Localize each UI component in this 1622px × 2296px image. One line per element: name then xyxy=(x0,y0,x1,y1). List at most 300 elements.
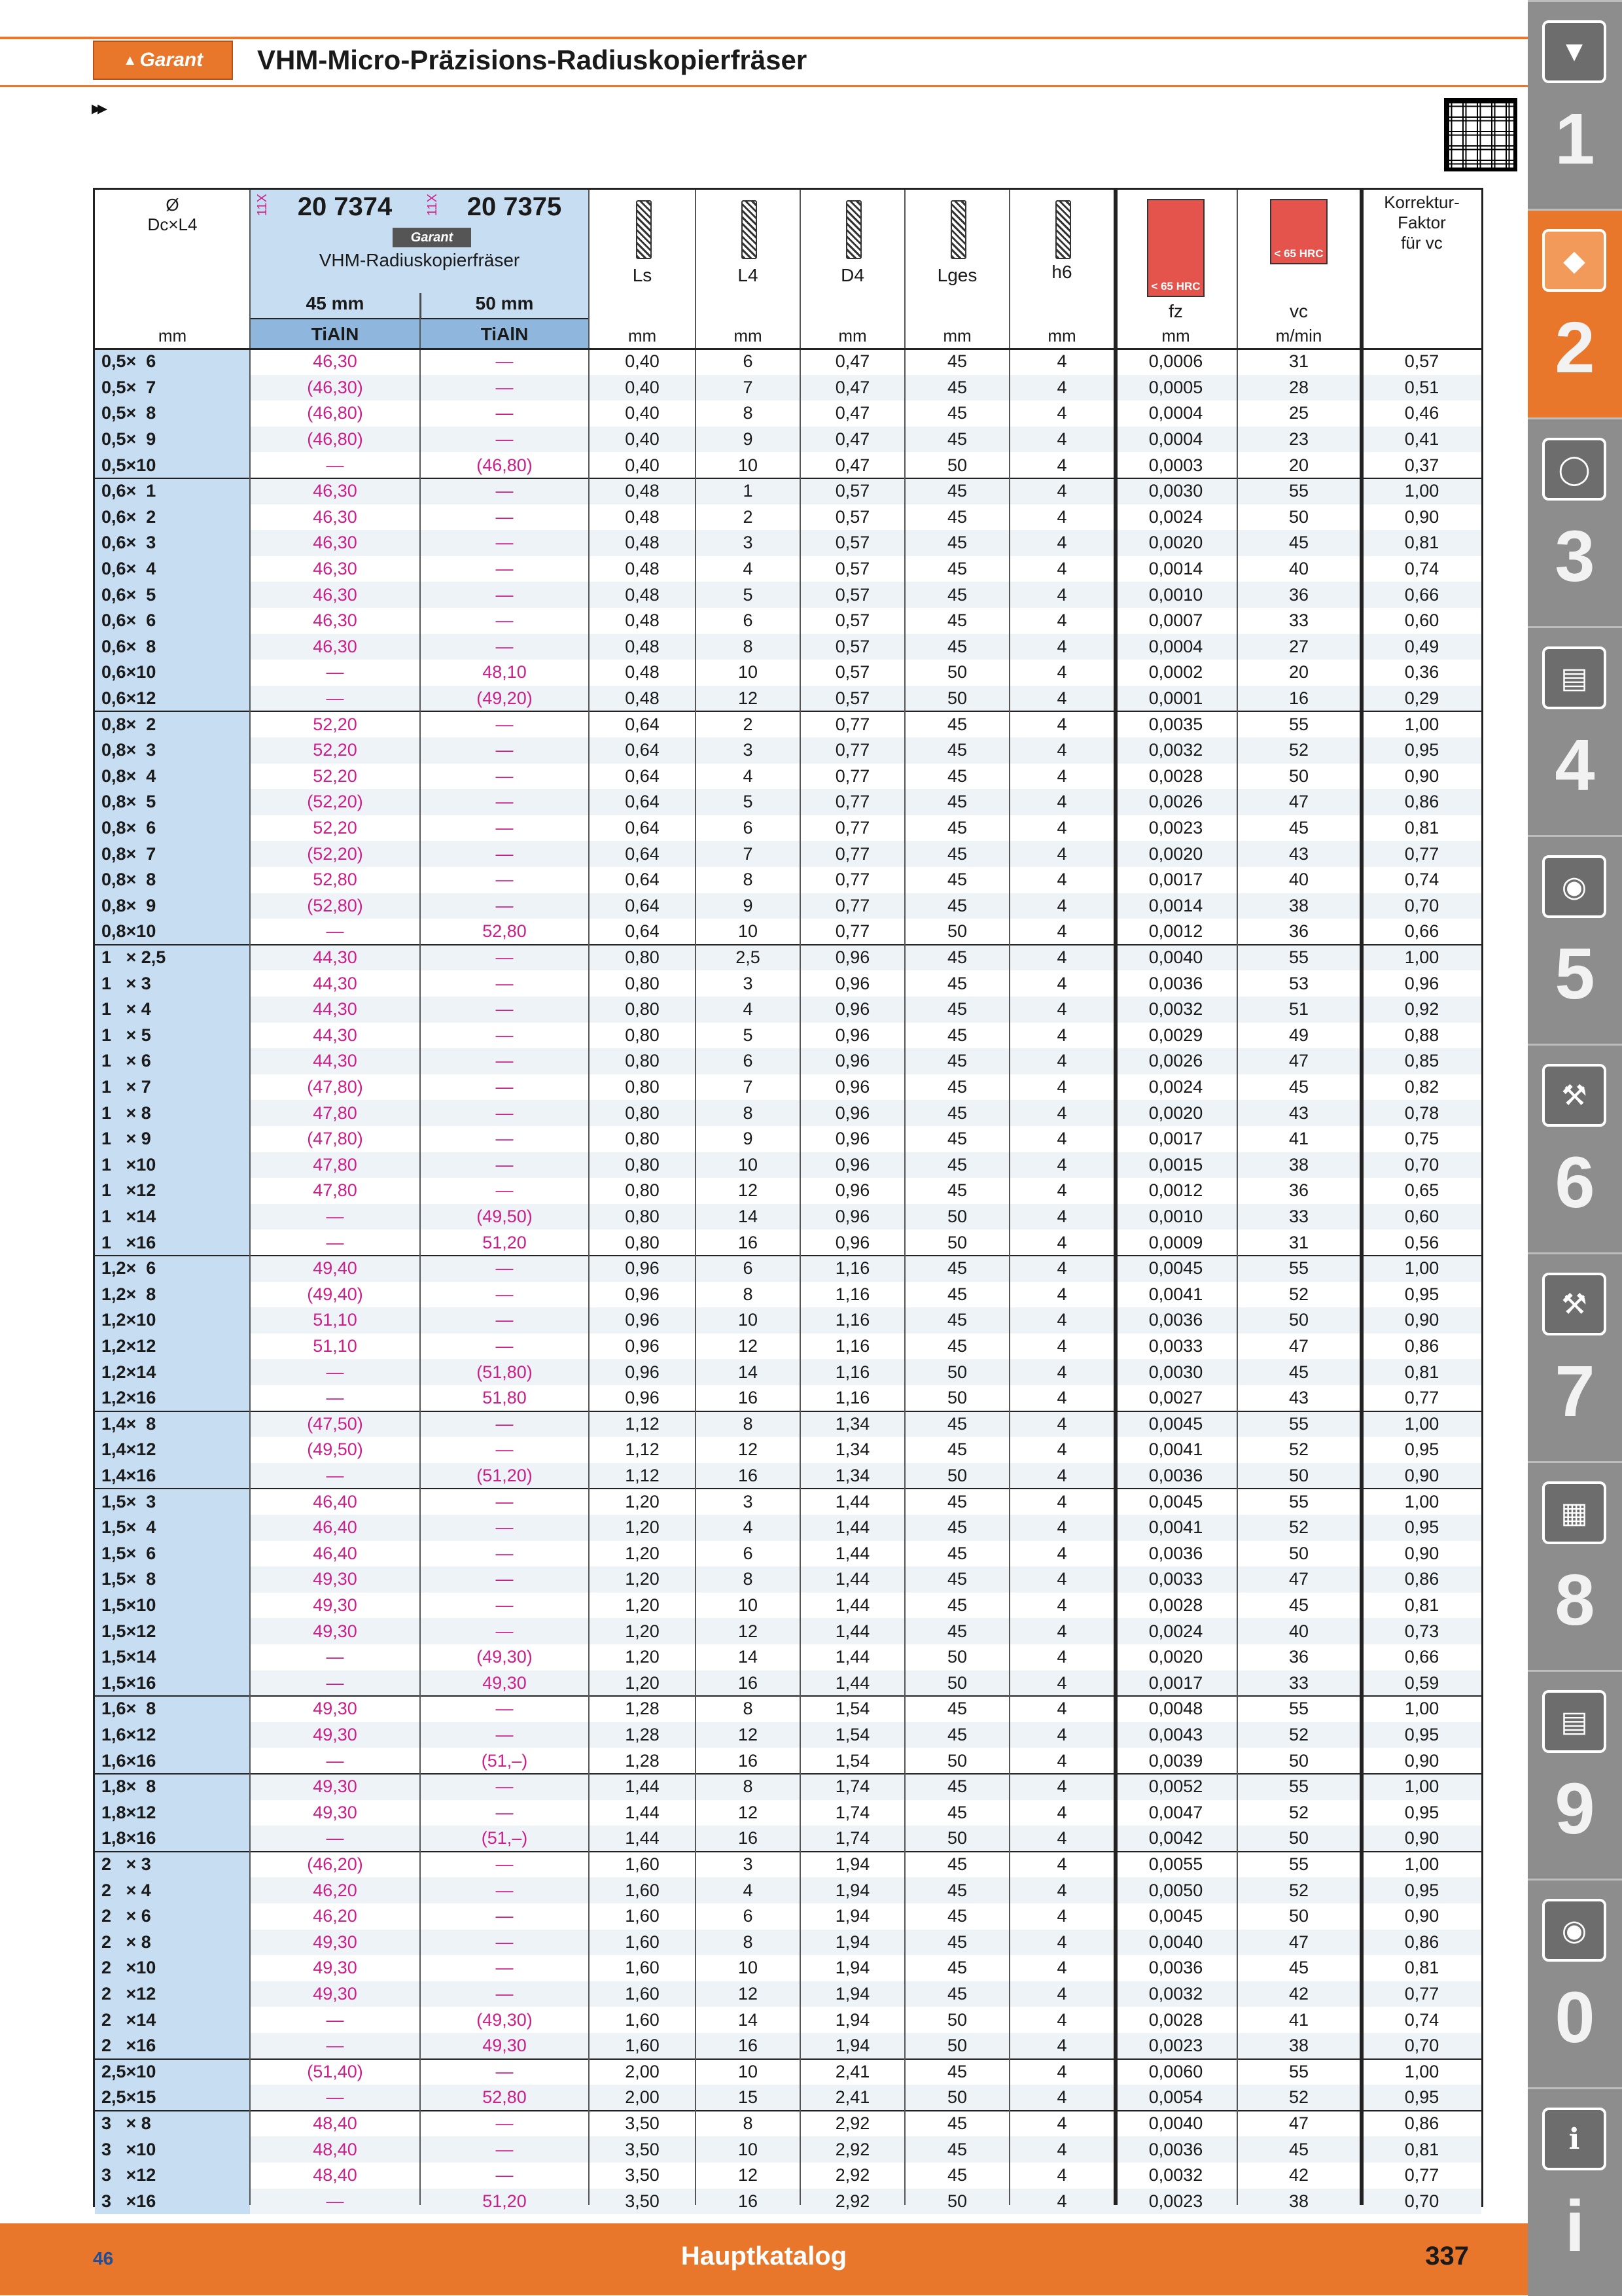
chapter-icon: ◉ xyxy=(1542,1899,1606,1962)
table-cell: 4 xyxy=(1057,1077,1067,1097)
table-cell: 12 xyxy=(737,1621,758,1641)
neck-length-icon xyxy=(741,200,757,259)
table-cell: 0,0050 xyxy=(1148,1880,1203,1900)
pack-size-2: 11X xyxy=(425,194,440,217)
table-cell: 0,96 xyxy=(625,1310,660,1330)
table-cell: 4 xyxy=(1057,429,1067,450)
table-cell: 1,34 xyxy=(835,1439,870,1460)
table-cell: 8 xyxy=(743,1932,753,1952)
table-cell: 2 × 8 xyxy=(95,1930,250,1956)
table-cell: 50 xyxy=(947,2009,968,2030)
table-cell: 0,40 xyxy=(625,455,660,475)
table-cell: 28 xyxy=(1288,377,1309,397)
table-cell: 10 xyxy=(737,662,758,682)
chapter-tab-5[interactable] xyxy=(1528,835,1622,1044)
table-cell: 52 xyxy=(1288,1880,1309,1900)
table-cell: 45 xyxy=(947,973,968,993)
table-cell: 45 xyxy=(947,1621,968,1641)
table-cell: 0,0030 xyxy=(1148,481,1203,501)
table-cell: 0,48 xyxy=(625,688,660,709)
chapter-icon: ▼ xyxy=(1542,20,1606,83)
table-cell: 12 xyxy=(737,1802,758,1822)
nav-arrows-icon[interactable]: ▸▸ xyxy=(92,97,104,119)
table-cell: 0,0026 xyxy=(1148,792,1203,812)
table-cell: 4 xyxy=(1057,1750,1067,1771)
table-cell: 51,80 xyxy=(482,1388,527,1408)
table-cell: 1,20 xyxy=(625,1647,660,1667)
table-cell: 47,80 xyxy=(313,1103,357,1123)
table-cell: 7 xyxy=(743,1077,753,1097)
table-cell: 0,51 xyxy=(1404,377,1439,397)
table-cell: 0,48 xyxy=(625,559,660,579)
table-cell: 45 xyxy=(947,1725,968,1745)
chapter-number: 0 xyxy=(1555,1977,1595,2058)
table-cell: 1,44 xyxy=(835,1543,870,1563)
table-cell: 0,57 xyxy=(835,506,870,527)
table-cell: 45 xyxy=(947,1491,968,1511)
table-cell: 1,5× 8 xyxy=(95,1566,250,1593)
table-cell: 31 xyxy=(1288,1232,1309,1252)
chapter-tab-1[interactable] xyxy=(1528,0,1622,209)
chapter-tab-i[interactable] xyxy=(1528,2087,1622,2296)
table-cell: 0,0045 xyxy=(1148,1906,1203,1926)
table-cell: 47,80 xyxy=(313,1180,357,1201)
table-cell: 45 xyxy=(947,740,968,760)
table-cell: 1,00 xyxy=(1404,947,1439,968)
table-cell: 1,12 xyxy=(625,1466,660,1486)
table-cell: 45 xyxy=(947,895,968,915)
table-row xyxy=(95,1593,1481,1619)
table-cell: 0,48 xyxy=(625,636,660,656)
table-cell: 0,47 xyxy=(835,429,870,450)
table-cell: 55 xyxy=(1288,1413,1309,1434)
table-cell: 0,0030 xyxy=(1148,1362,1203,1382)
table-cell: 0,8× 3 xyxy=(95,737,250,764)
table-cell: 1,20 xyxy=(625,1595,660,1616)
table-cell: 0,0017 xyxy=(1148,1672,1203,1693)
table-cell: 3,50 xyxy=(625,2191,660,2211)
table-cell: 0,95 xyxy=(1404,1284,1439,1304)
table-cell: 5 xyxy=(743,792,753,812)
table-cell: 1,94 xyxy=(835,2009,870,2030)
table-cell: 0,96 xyxy=(835,999,870,1019)
table-cell: 0,64 xyxy=(625,843,660,864)
table-cell: 1,16 xyxy=(835,1310,870,1330)
table-cell: 1 ×12 xyxy=(95,1178,250,1204)
table-cell: — xyxy=(495,1543,514,1563)
table-row xyxy=(95,1877,1481,1903)
table-cell: 0,0015 xyxy=(1148,1154,1203,1174)
table-cell: 8 xyxy=(743,1413,753,1434)
table-row xyxy=(95,1852,1481,1878)
footer-page-left: 46 xyxy=(93,2248,114,2269)
table-cell: 45 xyxy=(947,2165,968,2185)
table-cell: — xyxy=(326,921,344,942)
table-cell: 1,54 xyxy=(835,1699,870,1719)
table-cell: 0,0036 xyxy=(1148,973,1203,993)
table-cell: 50 xyxy=(1288,1543,1309,1563)
table-cell: 0,0029 xyxy=(1148,1025,1203,1045)
table-cell: 46,30 xyxy=(313,533,357,553)
table-cell: 45 xyxy=(1288,1595,1309,1616)
table-cell: 3 ×16 xyxy=(95,2189,250,2215)
table-cell: 2,41 xyxy=(835,2087,870,2108)
table-cell: 3 xyxy=(743,973,753,993)
table-cell: 0,64 xyxy=(625,740,660,760)
table-cell: 45 xyxy=(1288,818,1309,838)
table-cell: 3,50 xyxy=(625,2139,660,2159)
table-cell: 1 × 8 xyxy=(95,1100,250,1126)
table-row xyxy=(95,893,1481,919)
table-cell: — xyxy=(495,740,514,760)
table-cell: 0,64 xyxy=(625,818,660,838)
table-cell: 2,92 xyxy=(835,2191,870,2211)
table-cell: 4 xyxy=(1057,1517,1067,1538)
table-cell: 4 xyxy=(1057,2036,1067,2056)
table-cell: 1 ×16 xyxy=(95,1229,250,1256)
table-cell: 8 xyxy=(743,1103,753,1123)
subheader-rule xyxy=(0,85,1528,87)
table-cell: 40 xyxy=(1288,870,1309,890)
table-row xyxy=(95,1359,1481,1385)
table-cell: 46,40 xyxy=(313,1517,357,1538)
table-cell: 38 xyxy=(1288,895,1309,915)
table-cell: 1,60 xyxy=(625,1906,660,1926)
table-cell: (47,50) xyxy=(307,1413,363,1434)
table-row xyxy=(95,634,1481,660)
dc-label: Ø Dc×L4 xyxy=(147,195,198,234)
table-cell: — xyxy=(495,714,514,734)
table-cell: 3 ×12 xyxy=(95,2163,250,2189)
table-cell: 4 xyxy=(1057,1388,1067,1408)
table-cell: 0,96 xyxy=(835,1232,870,1252)
table-cell: 0,64 xyxy=(625,921,660,942)
table-cell: 4 xyxy=(1057,1776,1067,1797)
table-cell: 40 xyxy=(1288,559,1309,579)
chapter-tab-3[interactable] xyxy=(1528,417,1622,626)
table-cell: 0,60 xyxy=(1404,1207,1439,1227)
page-title: VHM-Micro-Präzisions-Radiuskopierfräser xyxy=(257,44,807,75)
table-cell: 4 xyxy=(1057,1595,1067,1616)
table-cell: 4 xyxy=(1057,403,1067,423)
table-cell: 0,96 xyxy=(835,1103,870,1123)
table-cell: 0,70 xyxy=(1404,895,1439,915)
table-cell: 4 xyxy=(1057,1828,1067,1848)
table-cell: 4 xyxy=(1057,1439,1067,1460)
table-cell: 4 xyxy=(1057,1906,1067,1926)
table-row xyxy=(95,1411,1481,1438)
table-cell: 0,0017 xyxy=(1148,1129,1203,1149)
table-cell: 1,34 xyxy=(835,1413,870,1434)
table-cell: 45 xyxy=(947,610,968,631)
table-cell: 0,6× 1 xyxy=(95,478,250,504)
table-cell: 0,0027 xyxy=(1148,1388,1203,1408)
table-cell: 0,0052 xyxy=(1148,1776,1203,1797)
table-cell: 1,6× 8 xyxy=(95,1696,250,1722)
table-cell: — xyxy=(326,1466,344,1486)
table-cell: 10 xyxy=(737,2139,758,2159)
chapter-tab-4[interactable] xyxy=(1528,626,1622,835)
table-cell: 6 xyxy=(743,1906,753,1926)
table-cell: 46,30 xyxy=(313,506,357,527)
table-cell: 6 xyxy=(743,1051,753,1071)
table-cell: 1,2× 8 xyxy=(95,1282,250,1308)
table-cell: 52 xyxy=(1288,1439,1309,1460)
table-cell: 4 xyxy=(1057,973,1067,993)
table-cell: 1 ×10 xyxy=(95,1152,250,1178)
table-cell: 0,40 xyxy=(625,403,660,423)
table-row xyxy=(95,1152,1481,1178)
table-cell: 2 ×12 xyxy=(95,1981,250,2007)
chapter-tab-8[interactable] xyxy=(1528,1461,1622,1670)
table-cell: 1,94 xyxy=(835,1932,870,1952)
table-row xyxy=(95,660,1481,686)
table-cell: 1,44 xyxy=(835,1595,870,1616)
table-row xyxy=(95,997,1481,1023)
table-cell: (52,20) xyxy=(307,843,363,864)
table-cell: 2,5×15 xyxy=(95,2085,250,2111)
table-cell: 49,30 xyxy=(313,1802,357,1822)
header-l4: L4 mm xyxy=(696,190,800,349)
table-cell: 0,57 xyxy=(835,636,870,656)
coating-2: TiAlN xyxy=(420,319,589,349)
table-cell: 1 × 4 xyxy=(95,997,250,1023)
table-row xyxy=(95,2085,1481,2111)
chapter-tab-6[interactable] xyxy=(1528,1044,1622,1252)
table-cell: — xyxy=(495,1051,514,1071)
table-cell: 0,0040 xyxy=(1148,2113,1203,2134)
table-cell: 41 xyxy=(1288,1129,1309,1149)
table-cell: 0,0014 xyxy=(1148,559,1203,579)
table-cell: 0,57 xyxy=(835,584,870,605)
table-cell: 52,80 xyxy=(482,2087,527,2108)
table-cell: 4 xyxy=(1057,1932,1067,1952)
chapter-number: 5 xyxy=(1555,934,1595,1014)
table-cell: 0,57 xyxy=(835,481,870,501)
table-cell: 0,48 xyxy=(625,662,660,682)
table-cell: 0,0023 xyxy=(1148,2191,1203,2211)
table-cell: 0,6×12 xyxy=(95,686,250,712)
table-cell: 6 xyxy=(743,351,753,372)
table-cell: 45 xyxy=(947,2139,968,2159)
table-cell: 46,30 xyxy=(313,481,357,501)
table-cell: — xyxy=(495,1932,514,1952)
table-cell: 50 xyxy=(947,455,968,475)
table-cell: 0,70 xyxy=(1404,2036,1439,2056)
table-cell: 0,47 xyxy=(835,351,870,372)
table-cell: — xyxy=(495,2139,514,2159)
table-cell: 4 xyxy=(1057,766,1067,786)
table-cell: 9 xyxy=(743,1129,753,1149)
table-cell: 1,34 xyxy=(835,1466,870,1486)
table-cell: 1,20 xyxy=(625,1672,660,1693)
table-cell: 51,20 xyxy=(482,2191,527,2211)
table-cell: 10 xyxy=(737,2061,758,2081)
table-cell: 0,90 xyxy=(1404,1310,1439,1330)
table-cell: 0,8× 5 xyxy=(95,789,250,815)
chapter-tab-7[interactable] xyxy=(1528,1252,1622,1461)
chapter-tab-0[interactable] xyxy=(1528,1879,1622,2087)
table-cell: 1,5× 6 xyxy=(95,1541,250,1567)
table-cell: 1,74 xyxy=(835,1776,870,1797)
table-cell: 16 xyxy=(737,2191,758,2211)
table-cell: 1,20 xyxy=(625,1517,660,1538)
table-cell: — xyxy=(495,843,514,864)
table-cell: 14 xyxy=(737,1207,758,1227)
table-row xyxy=(95,582,1481,608)
table-row xyxy=(95,1256,1481,1282)
table-cell: 4 xyxy=(1057,1543,1067,1563)
table-cell: 1,16 xyxy=(835,1284,870,1304)
table-cell: — xyxy=(495,481,514,501)
table-cell: (49,30) xyxy=(476,2009,533,2030)
header-divider xyxy=(95,348,1481,350)
table-cell: 50 xyxy=(947,2087,968,2108)
table-cell: — xyxy=(495,1129,514,1149)
table-cell: 38 xyxy=(1288,1154,1309,1174)
table-cell: 46,20 xyxy=(313,1880,357,1900)
table-cell: 0,0040 xyxy=(1148,947,1203,968)
header-korrektur: Korrektur- Faktor für vc xyxy=(1384,192,1460,253)
table-cell: 4 xyxy=(1057,1802,1067,1822)
table-cell: 0,81 xyxy=(1404,1958,1439,1978)
table-cell: 0,8× 4 xyxy=(95,764,250,790)
table-cell: 1,12 xyxy=(625,1413,660,1434)
group-divider xyxy=(95,711,1481,712)
table-cell: 3 ×10 xyxy=(95,2136,250,2163)
table-cell: 49,30 xyxy=(313,1984,357,2004)
chapter-tab-9[interactable] xyxy=(1528,1670,1622,1879)
table-row xyxy=(95,1930,1481,1956)
table-cell: 40 xyxy=(1288,1621,1309,1641)
table-cell: 8 xyxy=(743,1284,753,1304)
table-cell: 50 xyxy=(1288,1750,1309,1771)
table-cell: 45 xyxy=(947,2113,968,2134)
table-cell: 0,48 xyxy=(625,610,660,631)
table-cell: 45 xyxy=(947,714,968,734)
table-cell: — xyxy=(495,533,514,553)
table-cell: 0,0036 xyxy=(1148,1310,1203,1330)
table-row xyxy=(95,375,1481,401)
table-cell: 45 xyxy=(947,792,968,812)
table-cell: 1,54 xyxy=(835,1750,870,1771)
table-cell: 0,0020 xyxy=(1148,1103,1203,1123)
table-cell: 0,0012 xyxy=(1148,1180,1203,1201)
table-cell: 10 xyxy=(737,1958,758,1978)
table-cell: 47 xyxy=(1288,1932,1309,1952)
table-cell: — xyxy=(495,870,514,890)
table-cell: 0,81 xyxy=(1404,533,1439,553)
column-divider xyxy=(1009,190,1010,2205)
table-cell: 0,0001 xyxy=(1148,688,1203,709)
table-cell: 50 xyxy=(947,2036,968,2056)
table-cell: 16 xyxy=(737,1466,758,1486)
table-cell: 4 xyxy=(1057,818,1067,838)
group-divider xyxy=(95,478,1481,479)
table-cell: — xyxy=(495,1180,514,1201)
table-cell: 1,4× 8 xyxy=(95,1411,250,1438)
table-cell: (51,80) xyxy=(476,1362,533,1382)
table-cell: 16 xyxy=(737,1828,758,1848)
table-cell: 45 xyxy=(1288,1077,1309,1097)
table-cell: 1,44 xyxy=(835,1517,870,1538)
table-cell: 44,30 xyxy=(313,973,357,993)
header-d4: D4 mm xyxy=(800,190,905,349)
table-cell: 4 xyxy=(1057,1569,1067,1589)
table-cell: (51,20) xyxy=(476,1466,533,1486)
group-divider xyxy=(95,1488,1481,1489)
table-cell: — xyxy=(495,1025,514,1045)
table-cell: 0,90 xyxy=(1404,1906,1439,1926)
table-cell: 0,80 xyxy=(625,1154,660,1174)
table-cell: 0,0017 xyxy=(1148,870,1203,890)
table-cell: 0,74 xyxy=(1404,2009,1439,2030)
length-50: 50 mm xyxy=(475,293,534,313)
table-cell: 0,0004 xyxy=(1148,429,1203,450)
table-cell: 4 xyxy=(1057,1491,1067,1511)
table-cell: 55 xyxy=(1288,1491,1309,1511)
table-cell: 0,0005 xyxy=(1148,377,1203,397)
chapter-icon: ℹ xyxy=(1542,2108,1606,2170)
table-cell: 0,64 xyxy=(625,792,660,812)
table-cell: 4 xyxy=(743,559,753,579)
column-divider xyxy=(1360,190,1364,2205)
table-cell: 45 xyxy=(947,559,968,579)
group-divider xyxy=(95,1773,1481,1775)
qr-code-icon xyxy=(1444,98,1517,171)
table-cell: 2,00 xyxy=(625,2061,660,2081)
table-cell: 0,96 xyxy=(835,1025,870,1045)
table-cell: — xyxy=(495,766,514,786)
table-row xyxy=(95,452,1481,478)
table-cell: 52,80 xyxy=(482,921,527,942)
chapter-icon: ▤ xyxy=(1542,646,1606,709)
table-cell: 12 xyxy=(737,1725,758,1745)
table-row xyxy=(95,1437,1481,1463)
table-cell: 52,20 xyxy=(313,740,357,760)
table-cell: 53 xyxy=(1288,973,1309,993)
table-cell: — xyxy=(495,1984,514,2004)
table-cell: 52 xyxy=(1288,1802,1309,1822)
chapter-tab-2[interactable] xyxy=(1528,209,1622,417)
table-cell: 1 × 9 xyxy=(95,1126,250,1152)
table-row xyxy=(95,1307,1481,1333)
table-cell: 50 xyxy=(947,688,968,709)
table-cell: 4 xyxy=(1057,714,1067,734)
table-cell: 0,8× 2 xyxy=(95,711,250,737)
table-row xyxy=(95,919,1481,945)
table-cell: (46,20) xyxy=(307,1854,363,1875)
table-cell: 2,92 xyxy=(835,2113,870,2134)
table-cell: 47 xyxy=(1288,1569,1309,1589)
table-cell: 2 ×10 xyxy=(95,1955,250,1981)
table-cell: 1,16 xyxy=(835,1362,870,1382)
chapter-icon: ⚒ xyxy=(1542,1064,1606,1127)
table-cell: 0,0041 xyxy=(1148,1439,1203,1460)
table-cell: 0,80 xyxy=(625,1180,660,1201)
table-cell: 1,2×10 xyxy=(95,1307,250,1333)
page-footer xyxy=(0,2223,1528,2295)
table-cell: 0,0020 xyxy=(1148,1647,1203,1667)
table-row xyxy=(95,1282,1481,1308)
table-row xyxy=(95,1515,1481,1541)
table-cell: 50 xyxy=(947,1672,968,1693)
table-cell: 0,96 xyxy=(625,1336,660,1356)
table-cell: 43 xyxy=(1288,1103,1309,1123)
table-cell: 0,0023 xyxy=(1148,818,1203,838)
table-cell: 10 xyxy=(737,1154,758,1174)
table-cell: 55 xyxy=(1288,2061,1309,2081)
